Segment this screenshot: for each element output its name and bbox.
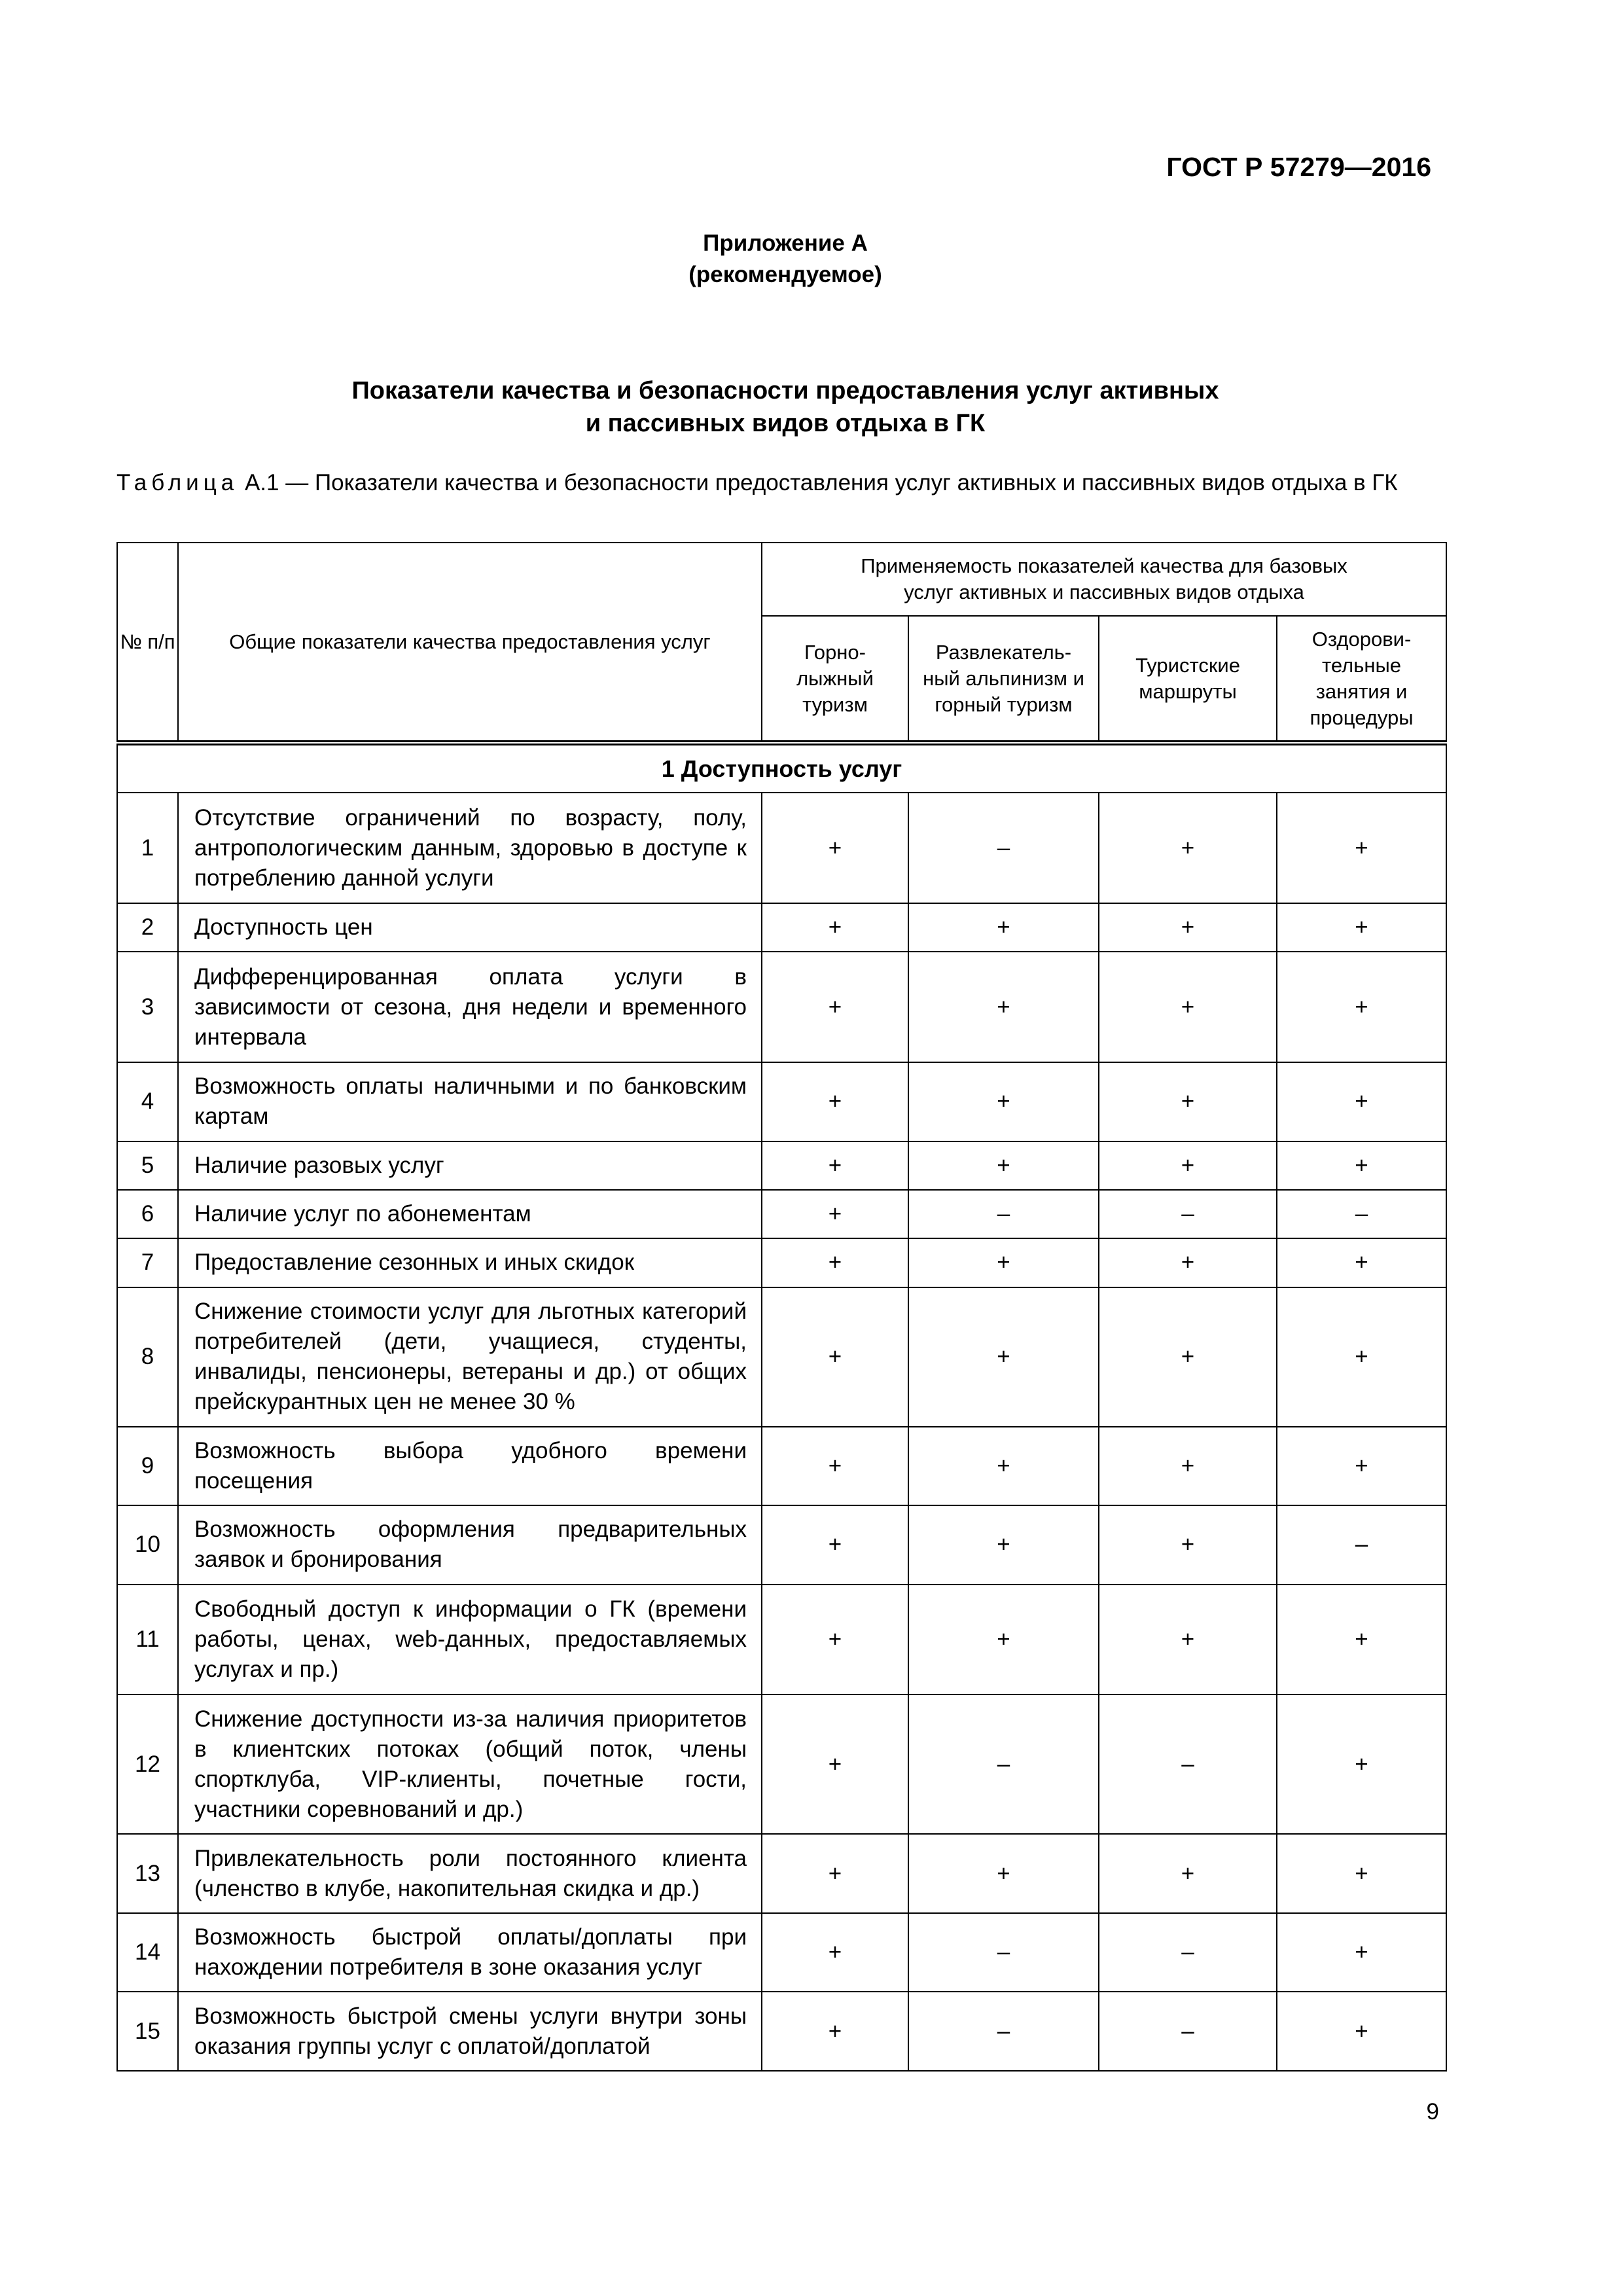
row-number: 3 [117,952,178,1062]
applicability-mark: – [1099,1190,1277,1238]
row-number: 5 [117,1141,178,1190]
indicator-text: Отсутствие ограничений по возрасту, полу, антропологическим данным, здоровью в доступе к потреблению данной услуги [178,793,762,903]
row-number: 7 [117,1238,178,1287]
table-row [117,1505,1446,1585]
applicability-mark: + [762,1427,908,1506]
table-row [117,1992,1446,2071]
applicability-mark: + [762,1141,908,1190]
applicability-mark: + [1099,1427,1277,1506]
applicability-mark: – [1277,1505,1446,1585]
applicability-mark: + [762,1190,908,1238]
applicability-mark: + [908,1427,1099,1506]
applicability-mark: – [1099,1695,1277,1834]
table-caption [116,468,1446,498]
applicability-mark: + [762,1695,908,1834]
table-row [117,1834,1446,1913]
table-row [117,1913,1446,1992]
section-title: 1 Доступность услуг [117,743,1446,793]
applicability-mark: + [1099,952,1277,1062]
appendix-note: (рекомендуемое) [688,262,882,287]
row-number: 15 [117,1992,178,2071]
table-row [117,1062,1446,1141]
applicability-mark: + [1099,1238,1277,1287]
indicator-text: Возможность оформления предварительных заявок и бронирования [178,1505,762,1585]
applicability-mark: + [1277,1287,1446,1427]
applicability-mark: + [762,1834,908,1913]
indicator-text: Наличие услуг по абонементам [178,1190,762,1238]
table-row [117,1695,1446,1834]
header-tourist-routes: Туристские маршруты [1099,616,1277,743]
applicability-mark: + [1277,1427,1446,1506]
table-row [117,1190,1446,1238]
applicability-mark: + [1099,1834,1277,1913]
header-ski-tourism: Горно-лыжный туризм [762,616,908,743]
applicability-mark: + [908,1287,1099,1427]
applicability-mark: + [908,1141,1099,1190]
row-number: 1 [117,793,178,903]
indicator-text: Возможность оплаты наличными и по банковским картам [178,1062,762,1141]
applicability-mark: + [1277,1695,1446,1834]
title-line-1: Показатели качества и безопасности предоставления услуг активных [351,377,1219,404]
table-row [117,793,1446,903]
table-row [117,1238,1446,1287]
applicability-mark: – [908,1913,1099,1992]
applicability-mark: + [762,1913,908,1992]
indicator-text: Снижение доступности из-за наличия приоритетов в клиентских потоках (общий поток, члены спортклуба, VIP-клиенты, почетные гости, участники соревнований и др.) [178,1695,762,1834]
row-number: 9 [117,1427,178,1506]
applicability-mark: + [908,952,1099,1062]
row-number: 14 [117,1913,178,1992]
row-number: 2 [117,903,178,952]
applicability-mark: + [908,1062,1099,1141]
indicator-text: Возможность быстрой смены услуги внутри зоны оказания группы услуг с оплатой/доплатой [178,1992,762,2071]
applicability-mark: + [908,1585,1099,1695]
header-wellness: Оздорови-тельные занятия и процедуры [1277,616,1446,743]
applicability-mark: + [1277,903,1446,952]
applicability-mark: + [908,1238,1099,1287]
applicability-mark: + [762,1287,908,1427]
applicability-mark: + [1099,1287,1277,1427]
applicability-mark: – [908,793,1099,903]
title-line-2: и пассивных видов отдыха в ГК [585,410,986,437]
applicability-mark: – [1099,1992,1277,2071]
table-row [117,1427,1446,1506]
applicability-mark: – [908,1992,1099,2071]
indicator-text: Наличие разовых услуг [178,1141,762,1190]
applicability-mark: + [762,1992,908,2071]
applicability-mark: + [1099,793,1277,903]
row-number: 10 [117,1505,178,1585]
applicability-mark: + [762,952,908,1062]
applicability-mark: + [908,903,1099,952]
indicator-text: Доступность цен [178,903,762,952]
applicability-mark: + [1277,1834,1446,1913]
document-title [0,374,1571,440]
row-number: 6 [117,1190,178,1238]
appendix-heading [0,228,1571,291]
applicability-mark: + [762,793,908,903]
indicator-text: Возможность выбора удобного времени посещения [178,1427,762,1506]
applicability-mark: + [1099,1585,1277,1695]
header-applicability: Применяемость показателей качества для базовых услуг активных и пассивных видов отдыха [762,543,1446,616]
table-row [117,952,1446,1062]
indicator-text: Возможность быстрой оплаты/доплаты при нахождении потребителя в зоне оказания услуг [178,1913,762,1992]
applicability-mark: + [1277,952,1446,1062]
applicability-mark: – [1277,1190,1446,1238]
applicability-mark: + [1277,1992,1446,2071]
applicability-mark: + [1277,1913,1446,1992]
indicator-text: Привлекательность роли постоянного клиента (членство в клубе, накопительная скидка и др.) [178,1834,762,1913]
applicability-mark: + [762,1585,908,1695]
page-number: 9 [1426,2099,1439,2125]
header-mountaineering: Развлекатель-ный альпинизм и горный туризм [908,616,1099,743]
row-number: 4 [117,1062,178,1141]
applicability-mark: + [1277,1238,1446,1287]
table-row [117,1287,1446,1427]
indicator-text: Предоставление сезонных и иных скидок [178,1238,762,1287]
header-num: № п/п [117,543,178,743]
applicability-mark: + [1277,1062,1446,1141]
appendix-title: Приложение А [703,230,868,256]
row-number: 13 [117,1834,178,1913]
applicability-mark: + [908,1505,1099,1585]
applicability-mark: – [908,1190,1099,1238]
applicability-mark: + [1099,1141,1277,1190]
row-number: 8 [117,1287,178,1427]
row-number: 12 [117,1695,178,1834]
applicability-mark: + [1099,903,1277,952]
table-row [117,903,1446,952]
applicability-mark: – [908,1695,1099,1834]
applicability-mark: – [1099,1913,1277,1992]
row-number: 11 [117,1585,178,1695]
document-code: ГОСТ Р 57279—2016 [1166,152,1431,182]
table-caption-text: А.1 — Показатели качества и безопасности предоставления услуг активных и пассивных видов отдыха в ГК [238,470,1398,495]
applicability-mark: + [1099,1062,1277,1141]
applicability-mark: + [1099,1505,1277,1585]
applicability-mark: + [1277,793,1446,903]
applicability-mark: + [762,1238,908,1287]
table-row [117,1141,1446,1190]
indicator-text: Дифференцированная оплата услуги в зависимости от сезона, дня недели и временного интервала [178,952,762,1062]
table-caption-label: Таблица [116,470,239,495]
applicability-mark: + [762,1062,908,1141]
table-row [117,1585,1446,1695]
indicator-text: Свободный доступ к информации о ГК (времени работы, ценах, web-данных, предоставляемых услугах и пр.) [178,1585,762,1695]
applicability-mark: + [908,1834,1099,1913]
applicability-mark: + [762,903,908,952]
indicators-table [116,542,1447,2072]
indicator-text: Снижение стоимости услуг для льготных категорий потребителей (дети, учащиеся, студенты, инвалиды, пенсионеры, ветераны и др.) от общих прейскурантных цен не менее 30 % [178,1287,762,1427]
applicability-mark: + [1277,1585,1446,1695]
header-indicator: Общие показатели качества предоставления услуг [178,543,762,743]
applicability-mark: + [762,1505,908,1585]
applicability-mark: + [1277,1141,1446,1190]
